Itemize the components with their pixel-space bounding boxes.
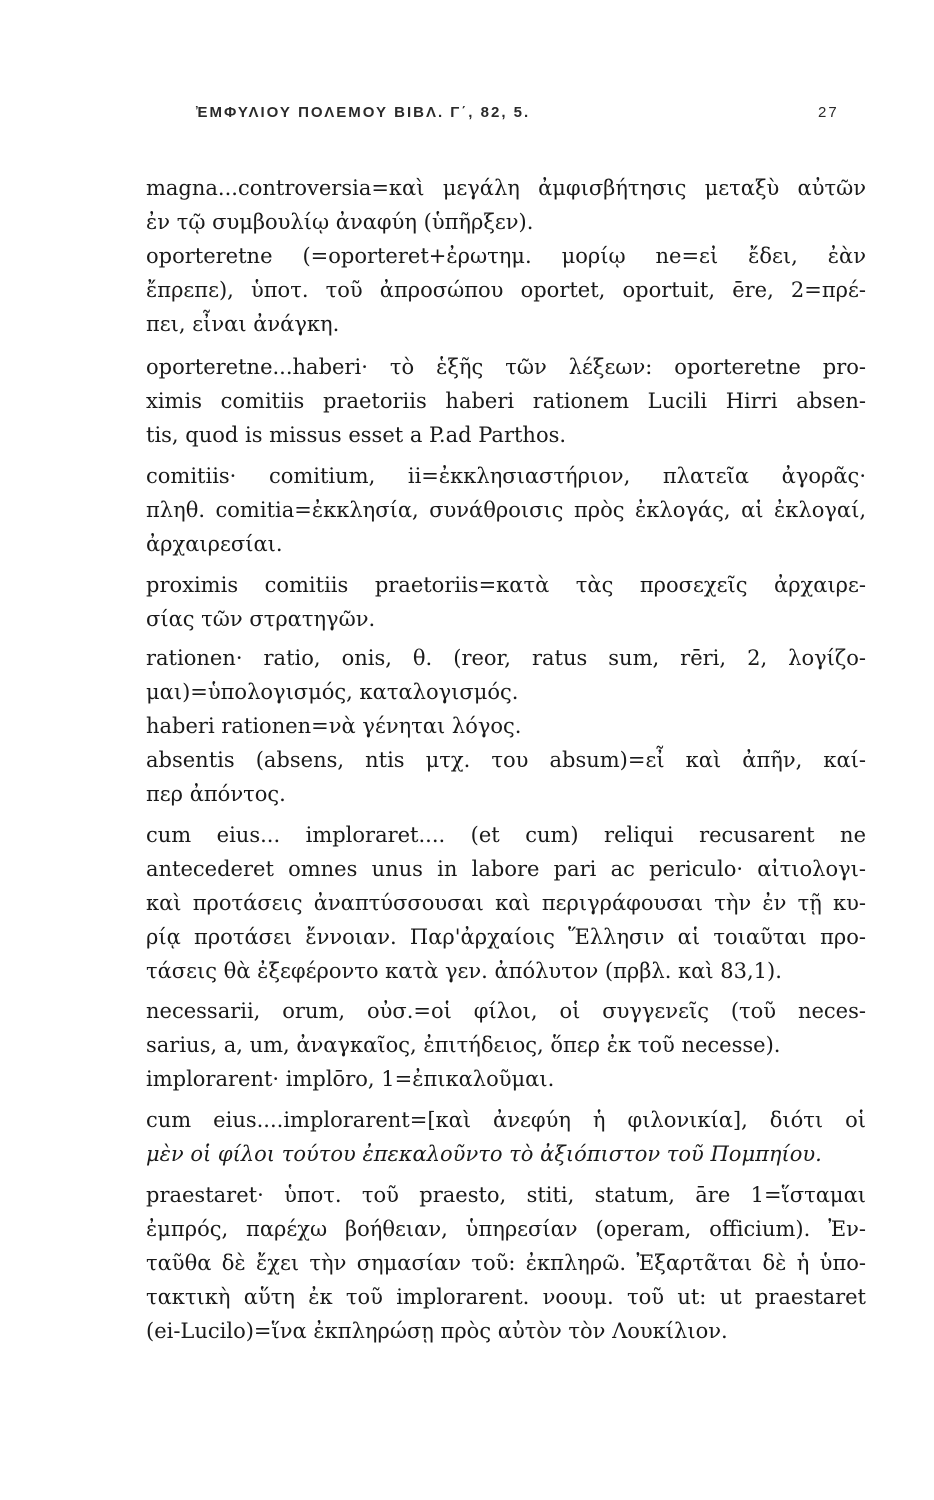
text-line: ἐμπρός, παρέχω βοήθειαν, ὑπηρεσίαν (operam, officium). Ἐν- <box>146 1217 866 1241</box>
running-head: ἘΜΦΥΛΙΟΥ ΠΟΛΕΜΟΥ ΒΙΒΛ. Γ΄, 82, 5. <box>196 104 531 121</box>
text-line: necessarii, orum, οὐσ.=οἱ φίλοι, οἱ συγγενεῖς (τοῦ neces- <box>146 999 866 1023</box>
text-line: ἐν τῷ συμβουλίῳ ἀναφύη (ὑπῆρξεν). <box>146 210 534 234</box>
text-line: καὶ προτάσεις ἀναπτύσσουσαι καὶ περιγράφουσαι τὴν ἐν τῇ κυ- <box>146 891 866 915</box>
text-line: praestaret· ὑποτ. τοῦ praesto, stiti, statum, āre 1=ἵσταμαι <box>146 1183 866 1207</box>
text-line: ταῦθα δὲ ἔχει τὴν σημασίαν τοῦ: ἐκπληρῶ. Ἐξαρτᾶται δὲ ἡ ὑπο- <box>146 1251 866 1275</box>
text-line: oporteretne (=oporteret+ἐρωτημ. μορίῳ ne=εἰ ἔδει, ἐὰν <box>146 244 866 268</box>
text-line: ἀρχαιρεσίαι. <box>146 532 283 556</box>
text-line: ἔπρεπε), ὑποτ. τοῦ ἀπροσώπου oportet, oportuit, ēre, 2=πρέ- <box>146 278 866 302</box>
text-line: πει, εἶναι ἀνάγκη. <box>146 312 340 336</box>
text-line: tis, quod is missus esset a P.ad Parthos. <box>146 423 567 447</box>
text-line: implorarent· implōro, 1=ἐπικαλοῦμαι. <box>146 1067 555 1091</box>
text-line: haberi rationen=νὰ γένηται λόγος. <box>146 714 522 738</box>
page-number: 27 <box>818 104 839 121</box>
text-line: antecederet omnes unus in labore pari ac periculo· αἰτιολογι- <box>146 857 866 881</box>
text-line: ximis comitiis praetoriis haberi rationem Lucili Hirri absen- <box>146 389 866 413</box>
text-line: σίας τῶν στρατηγῶν. <box>146 607 376 631</box>
text-line: absentis (absens, ntis μτχ. του absum)=εἶ καὶ ἀπῆν, καί- <box>146 748 866 772</box>
text-line: τάσεις θὰ ἐξεφέροντο κατὰ γεν. ἀπόλυτον (πρβλ. καὶ 83,1). <box>146 959 782 983</box>
text-line: cum eius... imploraret.... (et cum) reliqui recusarent ne <box>146 823 866 847</box>
text-line: cum eius....implorarent=[καὶ ἀνεφύη ἡ φιλονικία], διότι οἱ <box>146 1108 866 1132</box>
text-line: πληθ. comitia=ἐκκλησία, συνάθροισις πρὸς ἐκλογάς, αἱ ἐκλογαί, <box>146 498 866 522</box>
text-line: magna...controversia=καὶ μεγάλη ἀμφισβήτησις μεταξὺ αὐτῶν <box>146 176 866 200</box>
text-line: rationen· ratio, onis, θ. (reor, ratus sum, rēri, 2, λογίζο- <box>146 646 866 670</box>
text-line: τακτικὴ αὕτη ἐκ τοῦ implorarent. νοουμ. τοῦ ut: ut praestaret <box>146 1285 866 1309</box>
text-line: (ei-Lucilo)=ἵνα ἐκπληρώσῃ πρὸς αὐτὸν τὸν Λουκίλιον. <box>146 1319 728 1343</box>
text-line: proximis comitiis praetoriis=κατὰ τὰς προσεχεῖς ἀρχαιρε- <box>146 573 866 597</box>
text-line: μαι)=ὑπολογισμός, καταλογισμός. <box>146 680 519 704</box>
text-line: περ ἀπόντος. <box>146 782 286 806</box>
text-line: μὲν οἱ φίλοι τούτου ἐπεκαλοῦντο τὸ ἀξιόπιστον τοῦ Πομπηίου. <box>146 1142 822 1166</box>
text-line: ρίᾳ προτάσει ἔννοιαν. Παρ'ἀρχαίοις Ἕλλησιν αἱ τοιαῦται προ- <box>146 925 866 949</box>
text-line: comitiis· comitium, ii=ἐκκλησιαστήριον, πλατεῖα ἀγορᾶς· <box>146 464 866 488</box>
text-line: oporteretne...haberi· τὸ ἑξῆς τῶν λέξεων: oporteretne pro- <box>146 355 866 379</box>
text-line: sarius, a, um, ἀναγκαῖος, ἐπιτήδειος, ὅπερ ἐκ τοῦ necesse). <box>146 1033 781 1057</box>
